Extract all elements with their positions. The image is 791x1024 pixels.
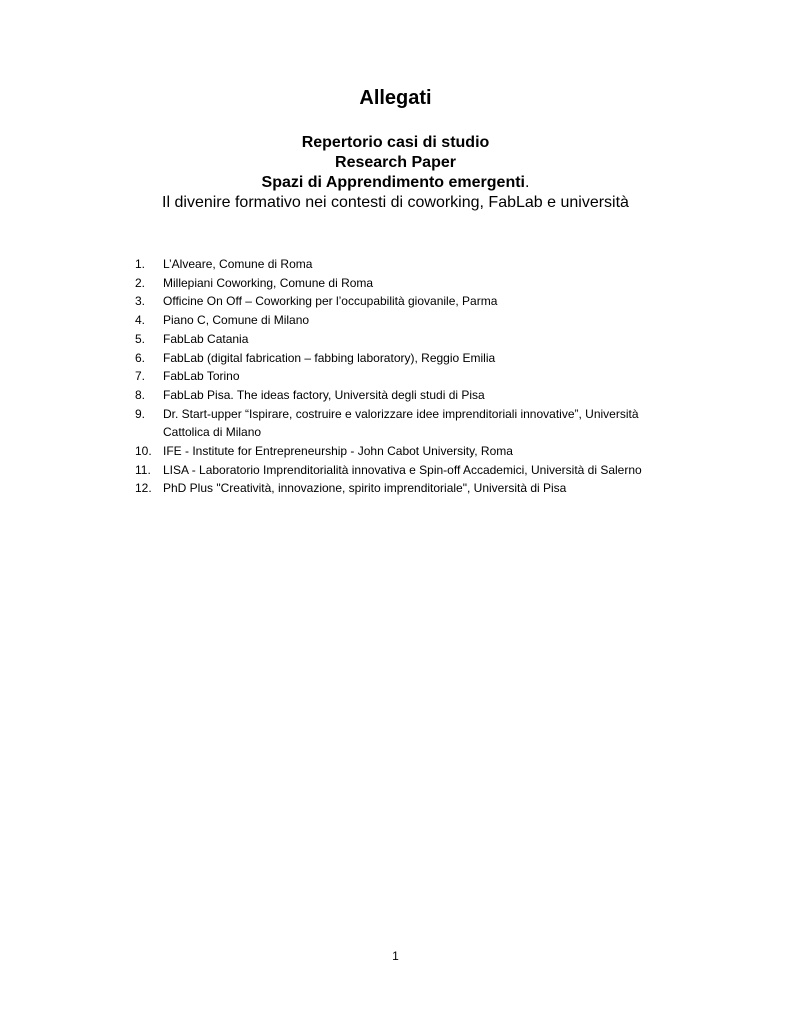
list-item — [135, 461, 655, 480]
list-item-text: Millepiani Coworking, Comune di Roma — [163, 275, 374, 290]
list-item-number: 6. — [135, 350, 146, 365]
subtitle-line-1: Repertorio casi di studio — [301, 134, 490, 151]
page-number: 1 — [392, 949, 399, 963]
subtitle-line-3-bold: Spazi di Apprendimento emergenti — [261, 174, 525, 191]
list-item-number: 3. — [135, 294, 146, 309]
list-item — [135, 330, 655, 349]
list-item — [135, 349, 655, 368]
list-item-text: Piano C, Comune di Milano — [163, 313, 310, 328]
list-item-number: 2. — [135, 275, 146, 290]
list-item — [135, 442, 655, 461]
list-item — [135, 311, 655, 330]
list-item-number: 1. — [135, 257, 146, 271]
list-item — [135, 386, 655, 405]
list-item — [135, 255, 655, 274]
list-item-text: IFE - Institute for Entrepreneurship - John Cabot University, Roma — [163, 444, 513, 459]
list-item-text: FabLab Pisa. The ideas factory, Università degli studi di Pisa — [163, 387, 485, 402]
subtitle-line-3 — [0, 173, 791, 193]
list-item-number: 4. — [135, 313, 146, 328]
list-item-text: PhD Plus "Creatività, innovazione, spirito imprenditoriale", Università di Pisa — [163, 481, 567, 496]
list-item-number: 5. — [135, 331, 146, 346]
list-item-number: 7. — [135, 369, 146, 384]
subtitle-line-2: Research Paper — [335, 154, 456, 171]
list-item — [135, 292, 655, 311]
list-item-text: FabLab Catania — [163, 331, 249, 346]
list-item — [135, 479, 655, 498]
list-item-number: 9. — [135, 406, 146, 421]
list-item-number: 10. — [135, 444, 152, 459]
list-item-text: LISA - Laboratorio Imprenditorialità innovativa e Spin-off Accademici, Università di Salerno — [163, 462, 642, 477]
list-item-text: Dr. Start-upper “Ispirare, costruire e valorizzare idee imprenditoriali innovative”, Università Cattolica di Milano — [163, 406, 639, 440]
page-title: Allegati — [359, 87, 432, 109]
list-item — [135, 367, 655, 386]
case-study-list — [135, 255, 655, 498]
list-item — [135, 274, 655, 293]
subtitle-line-4: Il divenire formativo nei contesti di coworking, FabLab e università — [162, 194, 629, 211]
list-item-text: L’Alveare, Comune di Roma — [163, 257, 313, 271]
list-item — [135, 405, 655, 442]
list-item-text: Officine On Off – Coworking per l’occupabilità giovanile, Parma — [163, 294, 498, 309]
list-item-text: FabLab (digital fabrication – fabbing laboratory), Reggio Emilia — [163, 350, 496, 365]
list-item-number: 8. — [135, 387, 146, 402]
list-item-text: FabLab Torino — [163, 369, 240, 384]
list-item-number: 12. — [135, 481, 152, 496]
subtitle-line-3-tail: . — [524, 174, 530, 191]
list-item-number: 11. — [135, 462, 151, 477]
subtitle-block — [0, 133, 791, 213]
